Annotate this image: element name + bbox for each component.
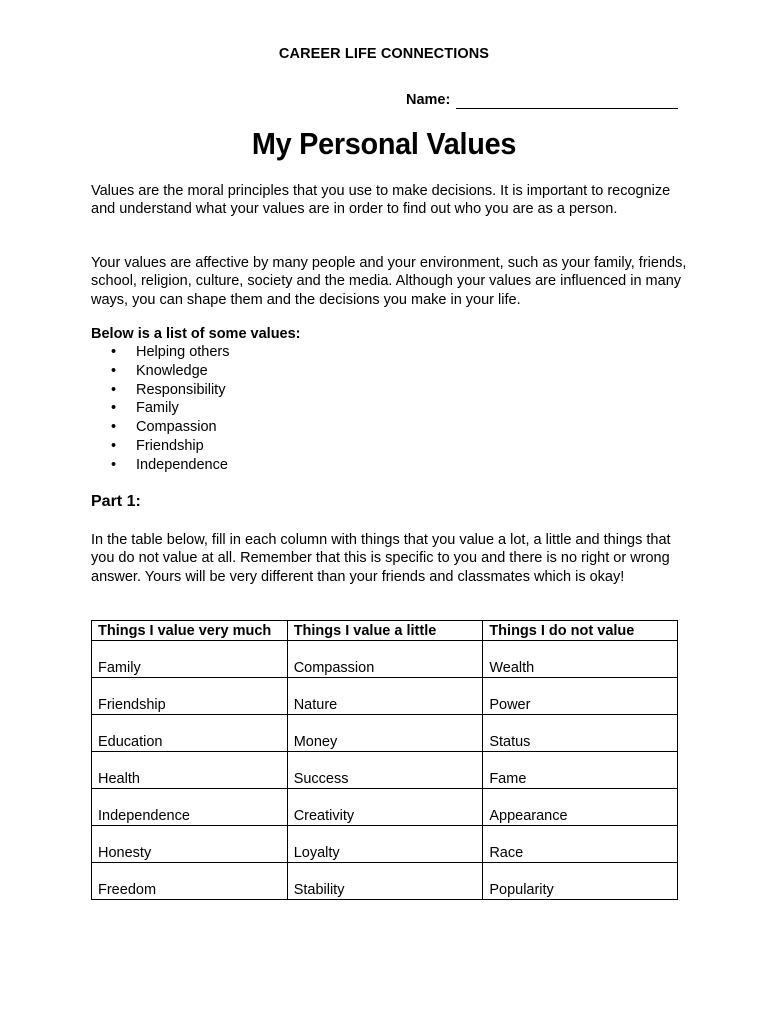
table-row <box>92 752 678 789</box>
values-list <box>91 343 230 475</box>
table-cell: Health <box>92 752 288 789</box>
column-header-value-very-much: Things I value very much <box>92 621 288 641</box>
bullet-icon: • <box>111 456 117 473</box>
part-1-instructions: In the table below, fill in each column with things that you value a lot, a little and things that you do not value at all. Remember that this is specific to you and there is no right or wrong answer. Yours will be very different than your friends and classmates which is okay! <box>91 532 671 585</box>
table-cell: Honesty <box>92 826 288 863</box>
column-header-value-a-little: Things I value a little <box>287 621 483 641</box>
table-cell: Friendship <box>92 678 288 715</box>
table-cell: Stability <box>287 863 483 900</box>
bullet-icon: • <box>111 437 117 454</box>
list-item-label: Friendship <box>136 437 204 454</box>
table-row <box>92 641 678 678</box>
list-item-label: Knowledge <box>136 362 208 379</box>
values-table <box>91 620 678 900</box>
table-cell: Creativity <box>287 789 483 826</box>
values-list-heading: Below is a list of some values: <box>91 326 301 342</box>
bullet-icon: • <box>111 381 117 398</box>
list-item-label: Helping others <box>136 344 230 360</box>
list-item-label: Compassion <box>136 419 217 436</box>
name-field <box>406 92 678 112</box>
table-row <box>92 863 678 900</box>
table-cell: Power <box>483 678 678 715</box>
intro-paragraph-2: Your values are affective by many people and your environment, such as your family, friends, school, religion, culture, society and the media. Although your values are influenced in many ways, you can shape them and the decisions you make in your life. <box>91 255 687 308</box>
table-header-row <box>92 621 678 641</box>
bullet-icon: • <box>111 344 117 360</box>
table-cell: Popularity <box>483 863 678 900</box>
column-header-do-not-value: Things I do not value <box>483 621 678 641</box>
list-item <box>91 437 230 456</box>
list-item <box>91 456 230 475</box>
table-row <box>92 715 678 752</box>
table-cell: Appearance <box>483 789 678 826</box>
list-item <box>91 399 230 418</box>
page-title: My Personal Values <box>251 126 517 161</box>
list-item <box>91 381 230 400</box>
bullet-icon: • <box>111 419 117 436</box>
list-item-label: Independence <box>136 456 228 473</box>
list-item-label: Responsibility <box>136 381 226 398</box>
table-row <box>92 789 678 826</box>
table-cell: Wealth <box>483 641 678 678</box>
table-cell: Freedom <box>92 863 288 900</box>
bullet-icon: • <box>111 362 117 379</box>
table-row <box>92 826 678 863</box>
list-item-label: Family <box>136 400 179 417</box>
table-cell: Family <box>92 641 288 678</box>
table-cell: Success <box>287 752 483 789</box>
table-cell: Status <box>483 715 678 752</box>
part-1-heading: Part 1: <box>91 493 141 510</box>
table-cell: Race <box>483 826 678 863</box>
bullet-icon: • <box>111 400 117 417</box>
name-label: Name: <box>406 92 451 108</box>
table-cell: Independence <box>92 789 288 826</box>
table-cell: Money <box>287 715 483 752</box>
table-cell: Loyalty <box>287 826 483 863</box>
table-cell: Education <box>92 715 288 752</box>
list-item <box>91 343 230 362</box>
course-header: CAREER LIFE CONNECTIONS <box>278 46 490 62</box>
table-cell: Nature <box>287 678 483 715</box>
list-item <box>91 418 230 437</box>
table-cell: Compassion <box>287 641 483 678</box>
table-cell: Fame <box>483 752 678 789</box>
list-item <box>91 362 230 381</box>
name-blank-line <box>456 108 678 109</box>
intro-paragraph-1: Values are the moral principles that you use to make decisions. It is important to recognize and understand what your values are in order to find out who you are as a person. <box>91 183 671 218</box>
table-row <box>92 678 678 715</box>
